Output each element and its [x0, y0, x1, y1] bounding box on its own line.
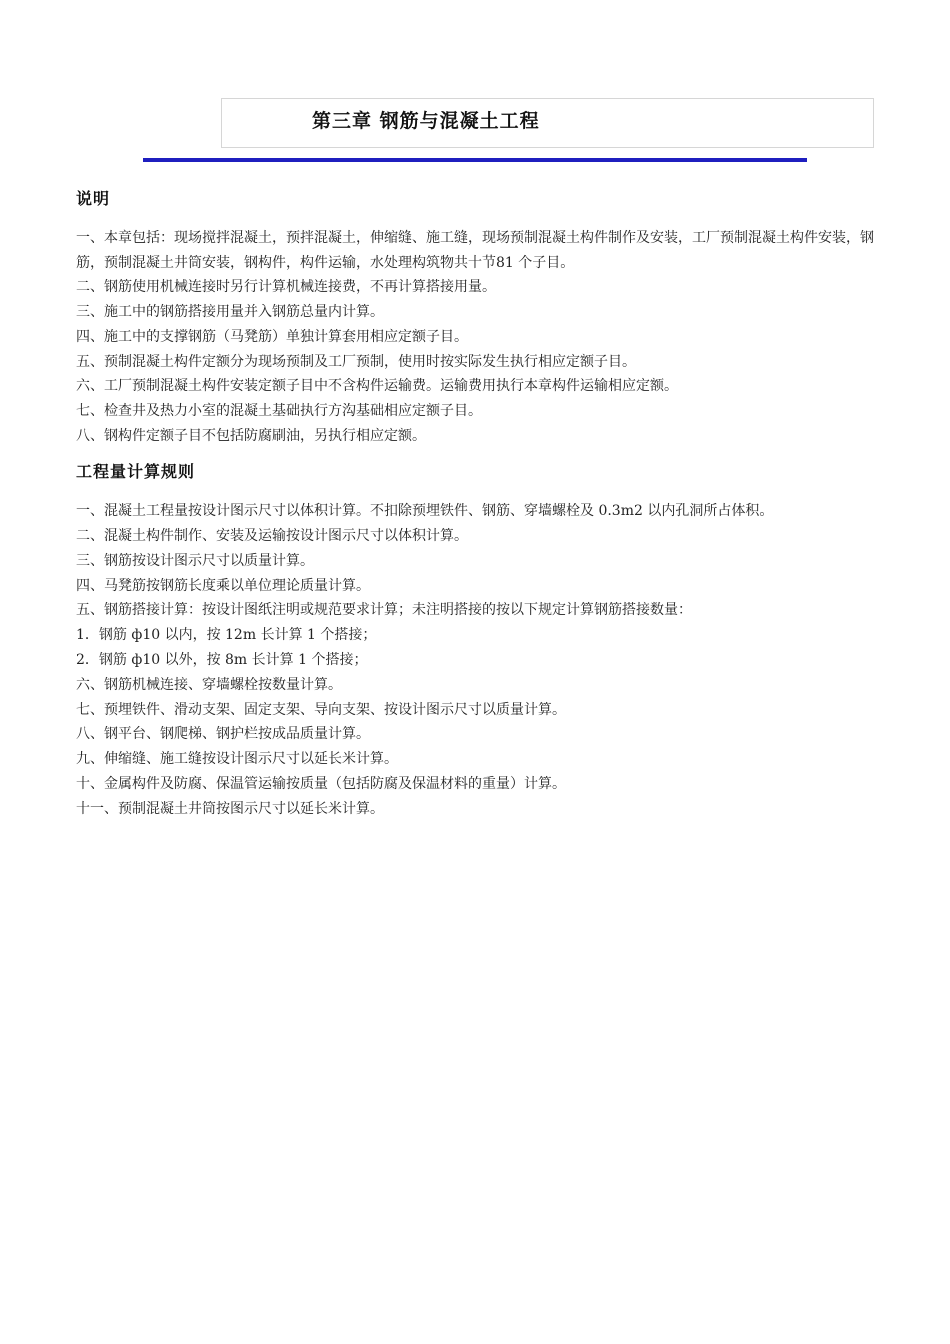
- notes-item: 八、钢构件定额子目不包括防腐刷油，另执行相应定额。: [76, 428, 426, 444]
- rules-item: 2．钢筋 ф10 以外，按 8m 长计算 1 个搭接；: [76, 652, 368, 668]
- notes-item: 五、预制混凝土构件定额分为现场预制及工厂预制，使用时按实际发生执行相应定额子目。: [76, 354, 636, 370]
- rules-item: 七、预埋铁件、滑动支架、固定支架、导向支架、按设计图示尺寸以质量计算。: [76, 702, 566, 718]
- rules-item: 八、钢平台、钢爬梯、钢护栏按成品质量计算。: [76, 726, 370, 742]
- rules-item: 二、混凝土构件制作、安装及运输按设计图示尺寸以体积计算。: [76, 528, 468, 544]
- rules-item: 十一、预制混凝土井筒按图示尺寸以延长米计算。: [76, 801, 384, 817]
- rules-item: 十、金属构件及防腐、保温管运输按质量（包括防腐及保温材料的重量）计算。: [76, 776, 566, 792]
- title-underline: [143, 158, 807, 162]
- rules-item: 1．钢筋 ф10 以内，按 12m 长计算 1 个搭接；: [76, 627, 377, 643]
- notes-item: 三、施工中的钢筋搭接用量并入钢筋总量内计算。: [76, 304, 384, 320]
- section-heading-notes: 说明: [76, 189, 111, 208]
- chapter-title: 第三章 钢筋与混凝土工程: [312, 110, 540, 132]
- notes-item: 一、本章包括：现场搅拌混凝土，预拌混凝土，伸缩缝、施工缝，现场预制混凝土构件制作及安装，工厂预制混凝土构件安装，钢筋，预制混凝土井筒安装，钢构件，构件运输，水处理构筑物共十节81 个子目。: [76, 230, 874, 271]
- rules-item: 五、钢筋搭接计算：按设计图纸注明或规范要求计算；未注明搭接的按以下规定计算钢筋搭接数量：: [76, 602, 692, 618]
- rules-item: 四、马凳筋按钢筋长度乘以单位理论质量计算。: [76, 578, 370, 594]
- rules-item: 三、钢筋按设计图示尺寸以质量计算。: [76, 553, 314, 569]
- notes-item: 二、钢筋使用机械连接时另行计算机械连接费，不再计算搭接用量。: [76, 279, 496, 295]
- rules-item: 六、钢筋机械连接、穿墙螺栓按数量计算。: [76, 677, 342, 693]
- rules-item: 一、混凝土工程量按设计图示尺寸以体积计算。不扣除预埋铁件、钢筋、穿墙螺栓及 0.3m2 以内孔洞所占体积。: [76, 503, 774, 519]
- chapter-title-box: [221, 98, 874, 148]
- notes-item: 七、检查井及热力小室的混凝土基础执行方沟基础相应定额子目。: [76, 403, 482, 419]
- section-heading-rules: 工程量计算规则: [76, 462, 196, 481]
- rules-item: 九、伸缩缝、施工缝按设计图示尺寸以延长米计算。: [76, 751, 398, 767]
- notes-item: 四、施工中的支撑钢筋（马凳筋）单独计算套用相应定额子目。: [76, 329, 468, 345]
- notes-item: 六、工厂预制混凝土构件安装定额子目中不含构件运输费。运输费用执行本章构件运输相应定额。: [76, 378, 678, 394]
